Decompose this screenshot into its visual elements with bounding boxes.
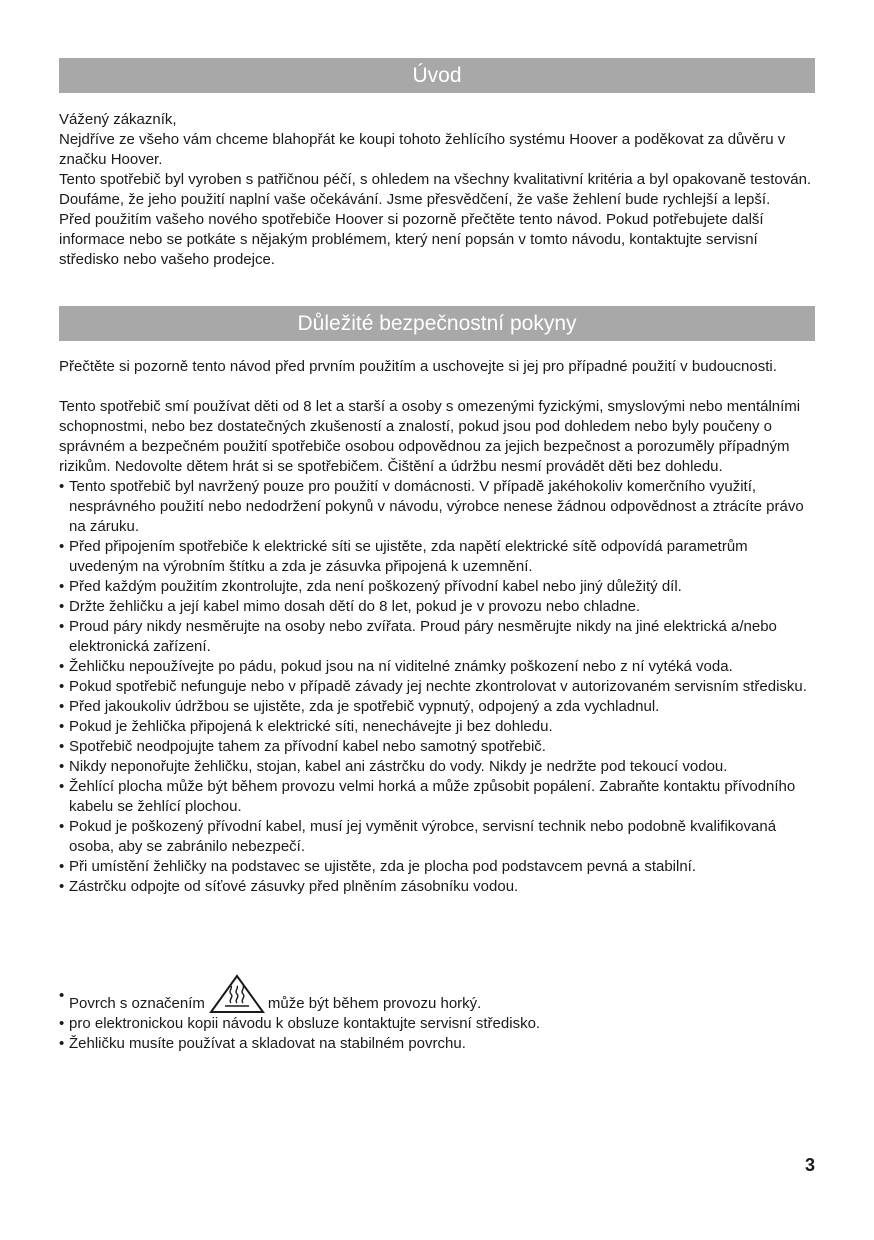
list-item: • Pokud spotřebič nefunguje nebo v případě závady jej nechte zkontrolovat v autorizovaném servisním středisku. [59, 677, 819, 697]
list-item: • Držte žehličku a její kabel mimo dosah dětí do 8 let, pokud je v provozu nebo chladne. [59, 597, 819, 617]
hot-surface-notes [59, 986, 819, 1054]
list-item: • Tento spotřebič byl navržený pouze pro použití v domácnosti. V případě jakéhokoliv komerčního využití, nesprávného použití nebo nedodržení pokynů v návodu, výrobce nenese žádnou odpovědnost a ztrácíte právo na záruku. [59, 477, 819, 537]
intro-paragraph: Nejdříve ze všeho vám chceme blahopřát ke koupi tohoto žehlícího systému Hoover a poděkovat za důvěru v značku Hoover. [59, 131, 786, 168]
page-number: 3 [804, 1155, 815, 1175]
hot-surface-item [59, 986, 819, 1014]
children-paragraph: Tento spotřebič smí používat děti od 8 let a starší a osoby s omezenými fyzickými, smyslovými nebo mentálními schopnostmi, nebo bez dostatečných zkušeností a znalostí, pokud jsou pod dohledem nebo byly poučeny o správném a bezpečném použití spotřebiče osobou odpovědnou za jejich bezpečnost a porozuměly případným rizikům. Nedovolte dětem hrát si se spotřebičem. Čištění a údržbu nesmí provádět děti bez dohledu. [59, 398, 801, 475]
list-item: • pro elektronickou kopii návodu k obsluze kontaktujte servisní středisko. [59, 1014, 819, 1034]
list-item: • Spotřebič neodpojujte tahem za přívodní kabel nebo samotný spotřebič. [59, 737, 819, 757]
intro-paragraph: Tento spotřebič byl vyroben s patřičnou péčí, s ohledem na všechny kvalitativní kritéria a byl opakovaně testován. Doufáme, že jeho použití naplní vaše očekávání. Jsme přesvědčení, že vaše žehlení bude rychlejší a lepší. [59, 171, 812, 208]
list-item: • Před jakoukoliv údržbou se ujistěte, zda je spotřebič vypnutý, odpojený a zda vychladnul. [59, 697, 819, 717]
safety-intro: Přečtěte si pozorně tento návod před prvním použitím a uschovejte si jej pro případné použití v budoucnosti. [59, 358, 777, 375]
list-item: • Pokud je poškozený přívodní kabel, musí jej vyměnit výrobce, servisní technik nebo podobně kvalifikovaná osoba, aby se zabránilo nebezpečí. [59, 817, 819, 857]
list-item: • Žehličku nepoužívejte po pádu, pokud jsou na ní viditelné známky poškození nebo z ní vytéká voda. [59, 657, 819, 677]
list-item: • Pokud je žehlička připojená k elektrické síti, nenechávejte ji bez dohledu. [59, 717, 819, 737]
list-item: • Nikdy neponořujte žehličku, stojan, kabel ani zástrčku do vody. Nikdy je nedržte pod tekoucí vodou. [59, 757, 819, 777]
section-header-uvod: Úvod [59, 58, 815, 93]
section-header-safety: Důležité bezpečnostní pokyny [59, 306, 815, 341]
safety-bullet-list [59, 477, 819, 897]
list-item: • Při umístění žehličky na podstavec se ujistěte, zda je plocha pod podstavcem pevná a stabilní. [59, 857, 819, 877]
hot-surface-text-before: • Povrch s označením [69, 995, 205, 1012]
hot-surface-warning-icon [209, 974, 265, 1014]
intro-text [59, 110, 819, 270]
list-item: • Žehličku musíte používat a skladovat na stabilném povrchu. [59, 1034, 819, 1054]
intro-paragraph: Před použitím vašeho nového spotřebiče Hoover si pozorně přečtěte tento návod. Pokud potřebujete další informace nebo se potkáte s nějakým problémem, který není popsán v tomto návodu, kontaktujte servisní středisko nebo vašeho prodejce. [59, 211, 764, 268]
list-item: • Proud páry nikdy nesměrujte na osoby nebo zvířata. Proud páry nesměrujte nikdy na jiné elektrická a/nebo elektronická zařízení. [59, 617, 819, 657]
greeting: Vážený zákazník, [59, 111, 177, 128]
list-item: • Před každým použitím zkontrolujte, zda není poškozený přívodní kabel nebo jiný důležitý díl. [59, 577, 819, 597]
list-item: • Zástrčku odpojte od síťové zásuvky před plněním zásobníku vodou. [59, 877, 819, 897]
final-bullet-list [59, 986, 819, 1054]
safety-text [59, 357, 819, 897]
hot-surface-text-after: může být během provozu horký. [267, 995, 482, 1012]
list-item: • Před připojením spotřebiče k elektrické síti se ujistěte, zda napětí elektrické sítě odpovídá parametrům uvedeným na výrobním štítku a zda je zásuvka připojená k uzemnění. [59, 537, 819, 577]
list-item: • Žehlící plocha může být během provozu velmi horká a může způsobit popálení. Zabraňte kontaktu přívodního kabelu se žehlící plochou. [59, 777, 819, 817]
